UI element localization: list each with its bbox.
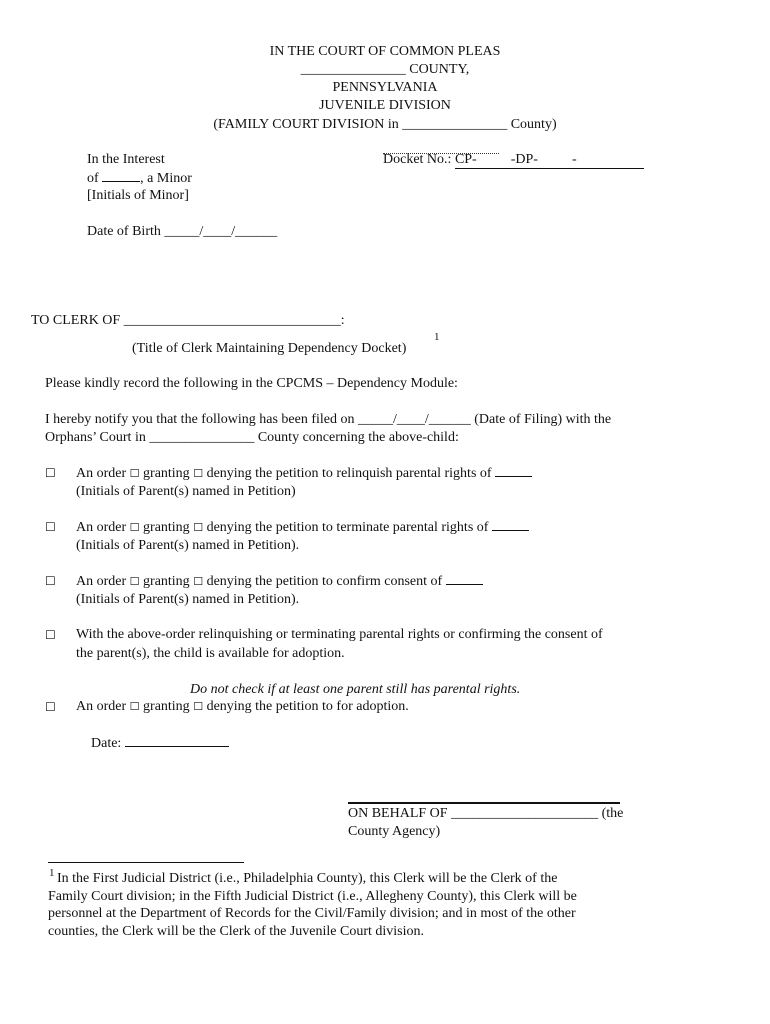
granting-checkbox[interactable]: ☐ [129, 575, 140, 588]
footnote-line-4: counties, the Clerk will be the Clerk of the Juvenile Court division. [48, 924, 424, 939]
footnote-marker: 1 [49, 867, 55, 879]
confirm-consent-checkbox[interactable]: ☐ [45, 574, 56, 588]
date-blank[interactable] [125, 734, 229, 747]
denying-label: denying the petition to for adoption. [203, 699, 409, 714]
notify-line-1: I hereby notify you that the following has been filed on _____/____/______ (Date of Filing) with the [45, 412, 612, 427]
signature-line[interactable] [348, 802, 620, 804]
on-behalf-line-2: County Agency) [348, 824, 441, 839]
date-of-birth: Date of Birth _____/____/______ [87, 224, 278, 239]
terminate-order-line [76, 518, 529, 537]
docket-dash: - [571, 152, 577, 167]
denying-checkbox[interactable]: ☐ [193, 700, 204, 713]
denying-checkbox[interactable]: ☐ [193, 575, 204, 588]
clerk-title-note: (Title of Clerk Maintaining Dependency Docket) [132, 341, 407, 356]
minor-initials-blank[interactable] [102, 169, 140, 182]
granting-label: granting [139, 520, 194, 535]
initials-of-minor: [Initials of Minor] [87, 188, 189, 203]
date-label: Date: [91, 736, 125, 751]
confirm-consent-initials-note: (Initials of Parent(s) named in Petition). [76, 592, 300, 607]
denying-label: denying the petition to relinquish parental rights of [203, 466, 496, 481]
terminate-initials-note: (Initials of Parent(s) named in Petition). [76, 538, 300, 553]
interest-line: In the Interest [87, 152, 165, 167]
notify-line-2: Orphans’ Court in _______________ County concerning the above-child: [45, 430, 459, 445]
footnote-reference: 1 [434, 331, 440, 343]
denying-checkbox[interactable]: ☐ [193, 467, 204, 480]
state-line: PENNSYLVANIA [332, 80, 438, 95]
division-line: JUVENILE DIVISION [319, 98, 451, 113]
court-title: IN THE COURT OF COMMON PLEAS [269, 44, 501, 59]
adoption-available-checkbox[interactable]: ☐ [45, 628, 56, 642]
docket-dp: -DP- [510, 152, 538, 167]
granting-label: granting [139, 574, 194, 589]
adoption-order-checkbox[interactable]: ☐ [45, 700, 56, 714]
please-record: Please kindly record the following in the CPCMS – Dependency Module: [45, 376, 458, 391]
relinquish-checkbox[interactable]: ☐ [45, 466, 56, 480]
family-court-line: (FAMILY COURT DIVISION in _______________ County) [213, 117, 557, 132]
docket-cp: CP- [454, 152, 477, 167]
on-behalf-line-1: ON BEHALF OF _____________________ (the [348, 806, 624, 821]
terminate-checkbox[interactable]: ☐ [45, 520, 56, 534]
parent-initials-blank[interactable] [446, 572, 483, 585]
denying-label: denying the petition to confirm consent of [203, 574, 446, 589]
docket-field[interactable] [455, 152, 644, 169]
relinquish-initials-note: (Initials of Parent(s) named in Petition) [76, 484, 296, 499]
parent-initials-blank[interactable] [492, 518, 529, 531]
adoption-available-line-2: the parent(s), the child is available for adoption. [76, 646, 345, 661]
adoption-note: Do not check if at least one parent still has parental rights. [190, 682, 521, 697]
footnote-line-2: Family Court division; in the Fifth Judicial District (i.e., Allegheny County), this Clerk will be [48, 889, 577, 904]
footnote-line-3: personnel at the Department of Records for the Civil/Family division; and in most of the other [48, 906, 576, 921]
adoption-available-line-1: With the above-order relinquishing or terminating parental rights or confirming the consent of [76, 627, 603, 642]
order-prefix: An order [76, 574, 130, 589]
order-prefix: An order [76, 520, 130, 535]
granting-checkbox[interactable]: ☐ [129, 467, 140, 480]
order-prefix: An order [76, 699, 130, 714]
minor-suffix: , a Minor [140, 171, 192, 186]
docket-number [383, 151, 644, 169]
granting-label: granting [139, 699, 194, 714]
parent-initials-blank[interactable] [495, 464, 532, 477]
denying-checkbox[interactable]: ☐ [193, 521, 204, 534]
minor-line [87, 169, 192, 188]
footnote-separator [48, 862, 244, 863]
minor-prefix: of [87, 171, 103, 186]
confirm-consent-order-line [76, 572, 483, 591]
adoption-order-line [76, 698, 409, 716]
granting-checkbox[interactable]: ☐ [129, 700, 140, 713]
footnote-line-1: In the First Judicial District (i.e., Philadelphia County), this Clerk will be the Clerk of the [57, 871, 558, 886]
docket-label: Docket No.: [383, 152, 455, 167]
to-clerk-line: TO CLERK OF _______________________________: [31, 313, 345, 328]
granting-checkbox[interactable]: ☐ [129, 521, 140, 534]
order-prefix: An order [76, 466, 130, 481]
relinquish-order-line [76, 464, 532, 483]
granting-label: granting [139, 466, 194, 481]
denying-label: denying the petition to terminate parental rights of [203, 520, 492, 535]
county-line: _______________ COUNTY, [300, 62, 470, 77]
date-line [91, 734, 229, 753]
